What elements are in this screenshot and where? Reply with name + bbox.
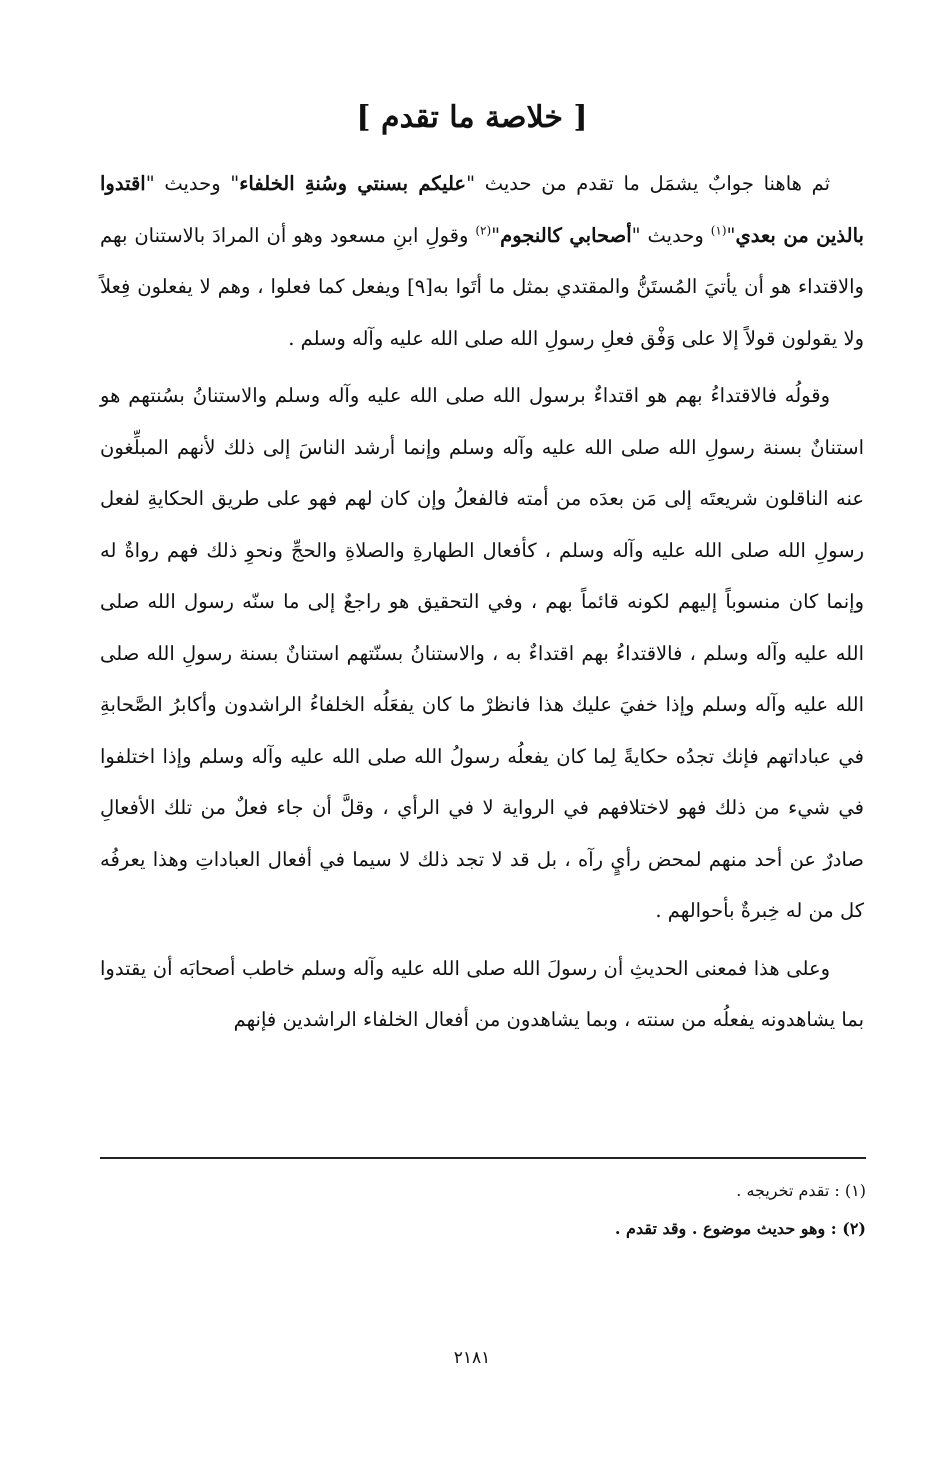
section-title: [ خلاصة ما تقدم ] xyxy=(356,100,588,135)
page-number: ٢١٨١ xyxy=(453,1348,491,1368)
p1-intro: ثم هاهنا جوابٌ يشمَل ما تقدم من حديث " xyxy=(466,172,831,195)
paragraph-3: وعلى هذا فمعنى الحديثِ أن رسولَ الله صلى الله عليه وآله وسلم خاطب أصحابَه أن يقتدوا بما يشاهدونه يفعلُه من سنته ، وبما يشاهدون من أفعال الخلفاء الراشدين فإنهم xyxy=(100,956,864,1031)
p1-quote2: " xyxy=(491,223,501,247)
footnote-divider xyxy=(100,1157,866,1159)
hadith-iqtadu: اقتدوا بالذين من بعدي xyxy=(100,172,864,247)
hadith-sunnati: عليكم بسنتي وسُنةِ الخلفاء xyxy=(239,172,467,195)
paragraph-1 xyxy=(100,158,864,364)
footnote-ref-1[interactable]: (١) xyxy=(710,223,727,237)
hadith-ashabi: أصحابي كالنجوم xyxy=(500,223,632,247)
footnote-1: (١) : تقدم تخريجه . xyxy=(736,1181,866,1200)
p1-mid1: " وحديث " xyxy=(145,172,240,195)
footnote-2: (٢) : وهو حديث موضوع . وقد تقدم . xyxy=(614,1219,866,1238)
p1-mid2: وحديث " xyxy=(631,223,711,247)
p1-quote1: " xyxy=(726,223,736,247)
main-text xyxy=(100,158,864,1052)
paragraph-2: وقولُه فالاقتداءُ بهم هو اقتداءٌ برسول الله صلى الله عليه وآله وسلم والاستنانُ بسُنتهم هو استنانٌ بسنة رسولِ الله صلى الله عليه وآله وسلم وإنما أرشد الناسَ إلى ذلك لأنهم المبلِّغون عنه الناقلون شريعتَه إلى مَن بعدَه من أمته فالفعلُ وإن كان لهم فهو على طريق الحكايةِ لفعل رسولِ الله صلى الله عليه وآله وسلم ، كأفعال الطهارةِ والصلاةِ والحجِّ ونحوِ ذلك فهم رواةٌ له وإنما كان منسوباً إليهم لكونه قائماً بهم ، وفي التحقيق هو راجعٌ إلى ما سنّه رسول الله صلى الله عليه وآله وسلم ، فالاقتداءُ بهم اقتداءٌ به ، والاستنانُ بسنّتهم استنانٌ بسنة رسولِ الله صلى الله عليه وآله وسلم وإذا خفيَ عليك هذا فانظرْ ما كان يفعَلُه الخلفاءُ الراشدون وأكابرُ الصَّحابةِ في عباداتهم فإنك تجدُه حكايةً لِما كان يفعلُه رسولُ الله صلى الله عليه وآله وسلم وإذا اختلفوا في شيء من ذلك فهو لاختلافهم في الرواية لا في الرأي ، وقلَّ أن جاء فعلٌ من تلك الأفعالِ صادرٌ عن أحد منهم لمحض رأيٍ رآه ، بل قد لا تجد ذلك لا سيما في أفعال العباداتِ وهذا يعرفُه كل من له خِبرةٌ بأحوالهم . xyxy=(100,384,864,922)
footnotes xyxy=(100,1172,866,1248)
p1-rest: وقولِ ابنِ مسعود وهو أن المرادَ بالاستنان بهم والاقتداء هو أن يأتيَ المُستَنُّ والمقتدي بمثل ما أتَوا به[٩] ويفعل كما فعلوا ، وهم لا يفعلون فِعلاً ولا يقولون قولاً إلا على وَفْق فعلِ رسولِ الله صلى الله عليه وآله وسلم . xyxy=(100,223,864,350)
footnote-ref-2[interactable]: (٢) xyxy=(475,223,492,237)
